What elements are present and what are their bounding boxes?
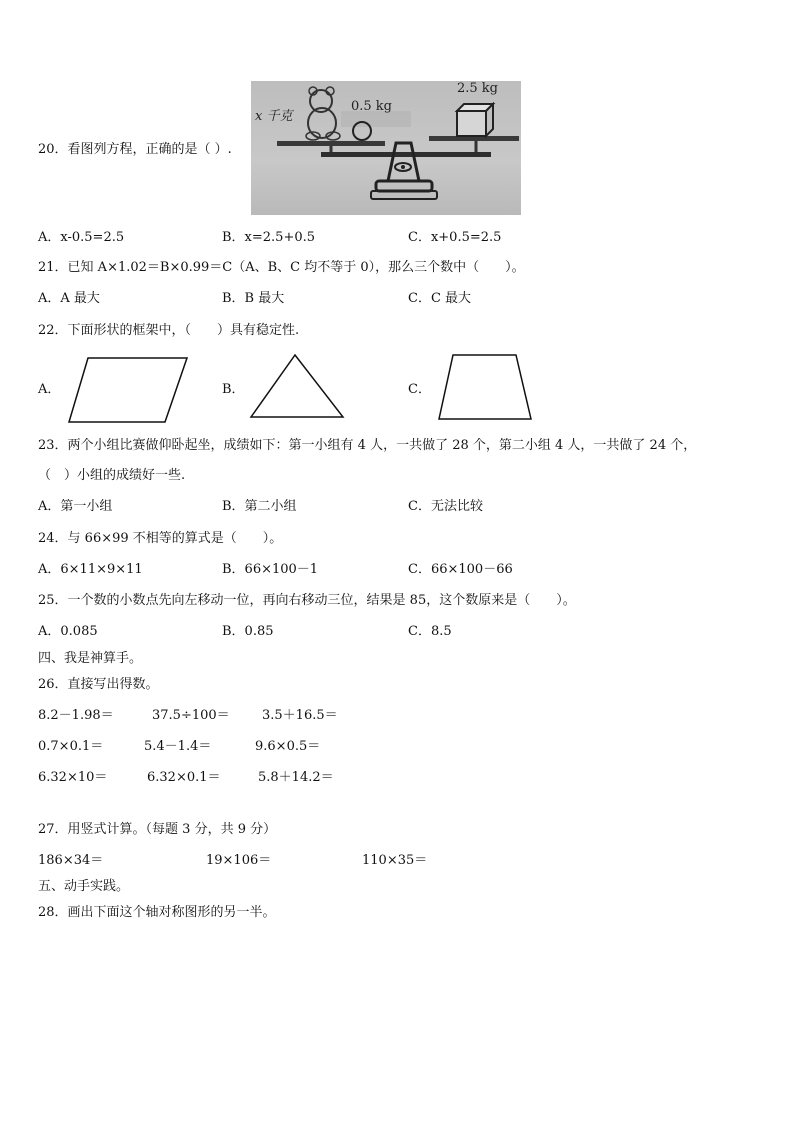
q23-option-c: C．无法比较: [408, 499, 483, 514]
triangle-figure: [248, 352, 346, 420]
q26-r2-c2: 5.4－1.4＝: [144, 739, 212, 754]
q22-option-b-label: B．: [222, 382, 245, 397]
q26-r3-c1: 6.32×10＝: [38, 770, 108, 785]
trapezoid-figure: [436, 352, 534, 422]
q25-option-b: B．0.85: [222, 624, 274, 639]
q22-option-c-label: C．: [408, 382, 431, 397]
q25-option-a: A．0.085: [38, 624, 98, 639]
q23-stem-line1: 23．两个小组比赛做仰卧起坐，成绩如下：第一小组有 4 人，一共做了 28 个，第二小组 4 人，一共做了 24 个，: [38, 438, 697, 453]
q20-stem: 20．看图列方程，正确的是（ ）.: [38, 142, 232, 157]
q20-option-c: C．x+0.5=2.5: [408, 230, 502, 245]
q26-r3-c3: 5.8＋14.2＝: [258, 770, 334, 785]
q21-stem: 21．已知 A×1.02＝B×0.99＝C（A、B、C 均不等于 0），那么三个数中（ ）。: [38, 260, 525, 275]
q24-option-c: C．66×100－66: [408, 562, 513, 577]
q27-stem: 27．用竖式计算。（每题 3 分，共 9 分）: [38, 822, 277, 837]
q24-option-a: A．6×11×9×11: [38, 562, 143, 577]
q23-option-a: A．第一小组: [38, 499, 113, 514]
q21-option-c: C．C 最大: [408, 291, 472, 306]
q21-option-a: A．A 最大: [38, 291, 100, 306]
section-4-heading: 四、我是神算手。: [38, 651, 143, 666]
q27-item-1: 186×34＝: [38, 853, 104, 868]
q23-option-b: B．第二小组: [222, 499, 297, 514]
balance-scale-photo: [251, 81, 521, 215]
q20-option-a: A．x-0.5=2.5: [38, 230, 125, 245]
q23-stem-line2: （ ）小组的成绩好一些.: [38, 468, 186, 483]
q24-stem: 24．与 66×99 不相等的算式是（ ）。: [38, 531, 283, 546]
q26-r2-c3: 9.6×0.5＝: [255, 739, 321, 754]
q26-r1-c3: 3.5＋16.5＝: [262, 708, 338, 723]
section-5-heading: 五、动手实践。: [38, 879, 130, 894]
q20-option-b: B．x=2.5+0.5: [222, 230, 316, 245]
q25-stem: 25．一个数的小数点先向左移动一位，再向右移动三位，结果是 85，这个数原来是（ ）。: [38, 593, 576, 608]
q27-item-2: 19×106＝: [206, 853, 272, 868]
q26-r1-c2: 37.5÷100＝: [152, 708, 230, 723]
q27-item-3: 110×35＝: [362, 853, 428, 868]
q25-option-c: C．8.5: [408, 624, 452, 639]
img-box-label: 2.5 kg: [457, 81, 499, 96]
q26-r3-c2: 6.32×0.1＝: [147, 770, 221, 785]
q24-option-b: B．66×100－1: [222, 562, 319, 577]
q26-stem: 26．直接写出得数。: [38, 677, 159, 692]
img-ball-label: 0.5 kg: [351, 99, 393, 114]
q22-option-a-label: A．: [38, 382, 61, 397]
img-x-label: x 千克: [255, 109, 293, 124]
q28-stem: 28．画出下面这个轴对称图形的另一半。: [38, 905, 276, 920]
q26-r2-c1: 0.7×0.1＝: [38, 739, 104, 754]
parallelogram-figure: [66, 355, 190, 425]
q22-stem: 22．下面形状的框架中，（ ）具有稳定性.: [38, 323, 300, 338]
q26-r1-c1: 8.2－1.98＝: [38, 708, 114, 723]
q21-option-b: B．B 最大: [222, 291, 285, 306]
